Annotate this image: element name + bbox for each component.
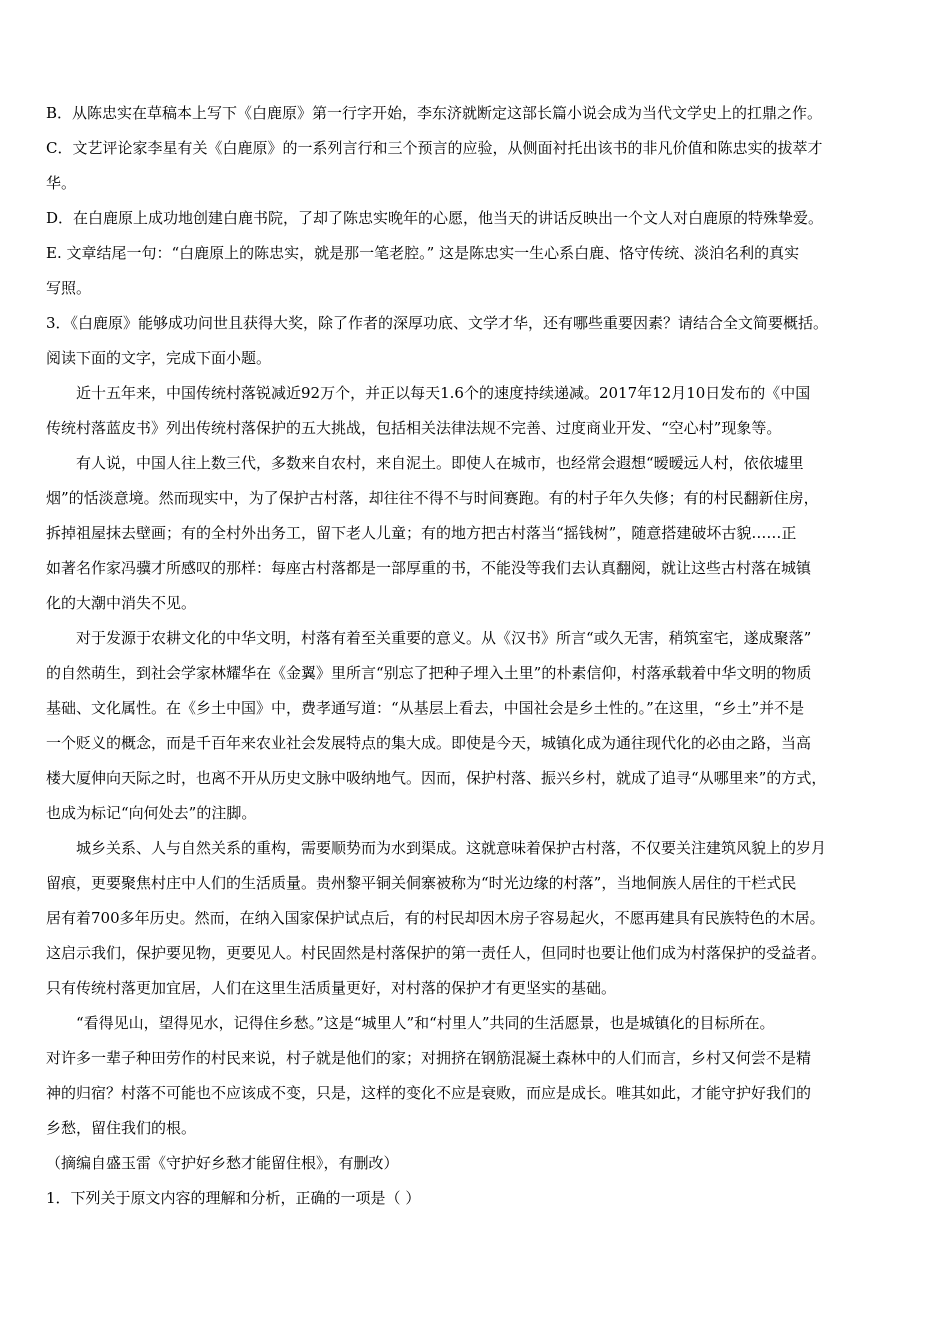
- passage-line: 居有着700多年历史。然而，在纳入国家保护试点后，有的村民却因木房子容易起火，不愿再建具有民族特色的木居。: [46, 909, 825, 927]
- passage-line: 传统村落蓝皮书》列出传统村落保护的五大挑战，包括相关法律法规不完善、过度商业开发、“空心村”现象等。: [46, 419, 782, 437]
- passage-line: 的自然萌生，到社会学家林耀华在《金翼》里所言“别忘了把种子埋入土里”的朴素信仰，村落承载着中华文明的物质: [46, 664, 812, 682]
- question-3: 3．《白鹿原》能够成功问世且获得大奖，除了作者的深厚功底、文学才华，还有哪些重要因素？请结合全文简要概括。: [46, 314, 829, 332]
- reading-instruction: 阅读下面的文字，完成下面小题。: [46, 349, 272, 367]
- option-c: C．文艺评论家李星有关《白鹿原》的一系列言行和三个预言的应验，从侧面衬托出该书的非凡价值和陈忠实的拔萃才: [46, 139, 823, 157]
- option-e-continued: 写照。: [46, 279, 92, 297]
- passage-line: 对许多一辈子种田劳作的村民来说，村子就是他们的家；对拥挤在钢筋混凝土森林中的人们而言，乡村又何尝不是精: [46, 1049, 812, 1067]
- passage-paragraph-4: 城乡关系、人与自然关系的重构，需要顺势而为水到渠成。这就意味着保护古村落，不仅要关注建筑风貌上的岁月: [76, 839, 827, 857]
- passage-paragraph-2: 有人说，中国人往上数三代，多数来自农村，来自泥土。即使人在城市，也经常会遐想“暧暧远人村，依依墟里: [76, 454, 804, 472]
- passage-line: 乡愁，留住我们的根。: [46, 1119, 197, 1137]
- passage-line: 神的归宿？村落不可能也不应该成不变，只是，这样的变化不应是衰败，而应是成长。唯其如此，才能守护好我们的: [46, 1084, 812, 1102]
- passage-line: 基础、文化属性。在《乡土中国》中，费孝通写道：“从基层上看去，中国社会是乡土性的。”在这里，“乡土”并不是: [46, 699, 805, 717]
- option-b: B．从陈忠实在草稿本上写下《白鹿原》第一行字开始，李东济就断定这部长篇小说会成为当代文学史上的扛鼎之作。: [46, 104, 823, 122]
- source-citation: （摘编自盛玉雷《守护好乡愁才能留住根》，有删改）: [46, 1154, 399, 1172]
- passage-line: 化的大潮中消失不见。: [46, 594, 197, 612]
- passage-line: 烟”的恬淡意境。然而现实中，为了保护古村落，却往往不得不与时间赛跑。有的村子年久失修；有的村民翻新住房，: [46, 489, 819, 507]
- passage-paragraph-5: “看得见山，望得见水，记得住乡愁。”这是“城里人”和“村里人”共同的生活愿景，也是城镇化的目标所在。: [76, 1014, 775, 1032]
- option-c-continued: 华。: [46, 174, 77, 192]
- passage-line: 拆掉祖屋抹去壁画；有的全村外出务工，留下老人儿童；有的地方把古村落当“摇钱树”，随意搭建破坏古貌……正: [46, 524, 797, 542]
- option-d: D．在白鹿原上成功地创建白鹿书院，了却了陈忠实晚年的心愿，他当天的讲话反映出一个文人对白鹿原的特殊挚爱。: [46, 209, 824, 227]
- passage-paragraph-3: 对于发源于农耕文化的中华文明，村落有着至关重要的意义。从《汉书》所言“或久无害，稍筑室宅，遂成聚落”: [76, 629, 812, 647]
- passage-line: 这启示我们，保护要见物，更要见人。村民固然是村落保护的第一责任人，但同时也要让他们成为村落保护的受益者。: [46, 944, 827, 962]
- passage-line: 如著名作家冯骥才所感叹的那样：每座古村落都是一部厚重的书，不能没等我们去认真翻阅，就让这些古村落在城镇: [46, 559, 812, 577]
- passage-line: 留痕，更要聚焦村庄中人们的生活质量。贵州黎平铜关侗寨被称为“时光边缘的村落”，当地侗族人居住的干栏式民: [46, 874, 797, 892]
- passage-line: 一个贬义的概念，而是千百年来农业社会发展特点的集大成。即使是今天，城镇化成为通往现代化的必由之路，当高: [46, 734, 812, 752]
- passage-paragraph-1: 近十五年来，中国传统村落锐减近92万个，并正以每天1.6个的速度持续递减。2017年12月10日发布的《中国: [76, 384, 811, 402]
- question-1: 1．下列关于原文内容的理解和分析，正确的一项是（ ）: [46, 1189, 421, 1207]
- document-page: [46, 96, 912, 1216]
- passage-line: 也成为标记“向何处去”的注脚。: [46, 804, 257, 822]
- option-e: E. 文章结尾一句：“白鹿原上的陈忠实，就是那一笔老腔。” 这是陈忠实一生心系白鹿、恪守传统、淡泊名利的真实: [46, 244, 800, 262]
- passage-line: 楼大厦伸向天际之时，也离不开从历史文脉中吸纳地气。因而，保护村落、振兴乡村，就成了追寻“从哪里来”的方式，: [46, 769, 827, 787]
- passage-line: 只有传统村落更加宜居，人们在这里生活质量更好，对村落的保护才有更坚实的基础。: [46, 979, 617, 997]
